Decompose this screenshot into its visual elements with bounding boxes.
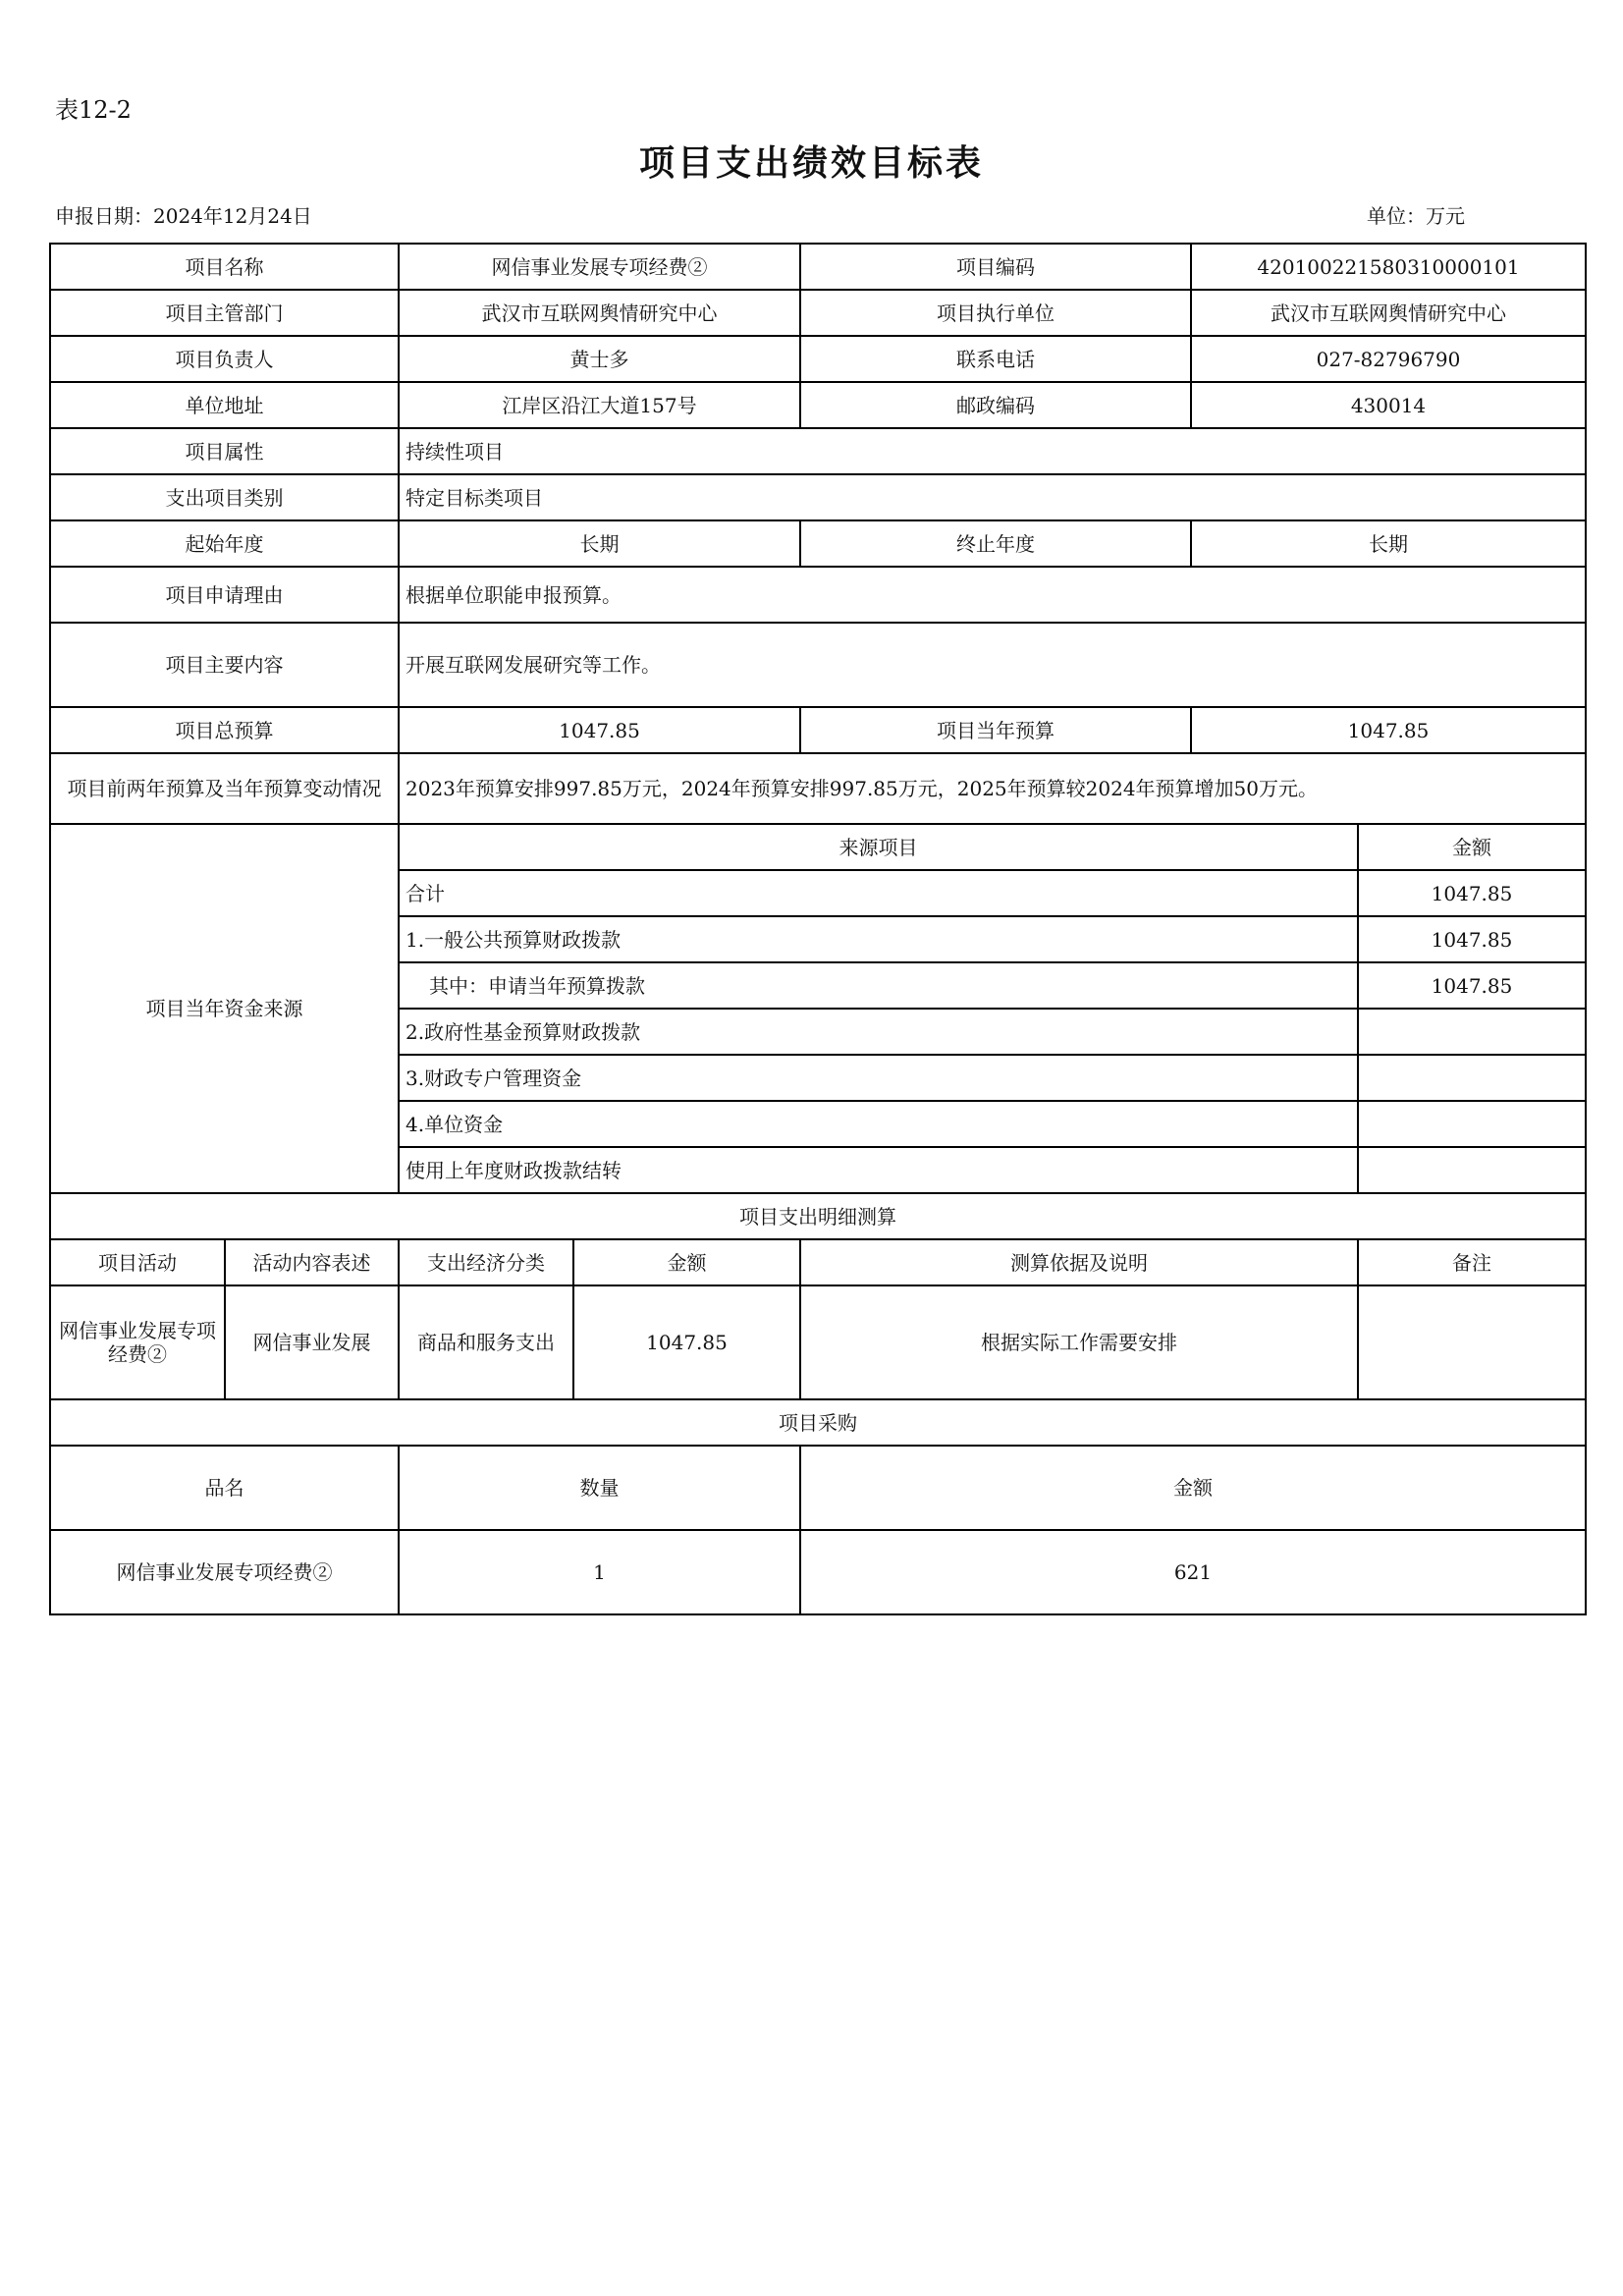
funding-row-name: 合计	[399, 870, 1358, 916]
detail-desc: 网信事业发展	[225, 1285, 399, 1399]
detail-header-amount: 金额	[573, 1239, 800, 1285]
dept-label: 项目主管部门	[50, 290, 399, 336]
category-label: 支出项目类别	[50, 474, 399, 520]
leader-value: 黄士多	[399, 336, 800, 382]
total-budget-label: 项目总预算	[50, 707, 399, 753]
category-value: 特定目标类项目	[399, 474, 1586, 520]
funding-row-name: 3.财政专户管理资金	[399, 1055, 1358, 1101]
reason-value: 根据单位职能申报预算。	[399, 567, 1586, 623]
project-name-value: 网信事业发展专项经费②	[399, 244, 800, 290]
detail-econ: 商品和服务支出	[399, 1285, 573, 1399]
total-budget-value: 1047.85	[399, 707, 800, 753]
funding-row-amount: 1047.85	[1358, 870, 1586, 916]
dept-value: 武汉市互联网舆情研究中心	[399, 290, 800, 336]
funding-source-label: 项目当年资金来源	[50, 824, 399, 1193]
detail-header-basis: 测算依据及说明	[800, 1239, 1358, 1285]
funding-row-amount: 1047.85	[1358, 916, 1586, 962]
end-year-value: 长期	[1191, 520, 1586, 567]
funding-row-amount	[1358, 1101, 1586, 1147]
detail-header-note: 备注	[1358, 1239, 1586, 1285]
funding-row-name: 4.单位资金	[399, 1101, 1358, 1147]
procurement-item-qty: 1	[399, 1530, 800, 1614]
unit-label: 单位：万元	[1367, 204, 1465, 228]
detail-section-title: 项目支出明细测算	[50, 1193, 1586, 1239]
attr-value: 持续性项目	[399, 428, 1586, 474]
postcode-value: 430014	[1191, 382, 1586, 428]
budget-change-label: 项目前两年预算及当年预算变动情况	[50, 753, 399, 824]
report-date: 申报日期：2024年12月24日	[55, 204, 312, 228]
end-year-label: 终止年度	[800, 520, 1191, 567]
funding-row-name: 2.政府性基金预算财政拨款	[399, 1009, 1358, 1055]
attr-label: 项目属性	[50, 428, 399, 474]
procurement-header-amount: 金额	[800, 1446, 1586, 1530]
leader-label: 项目负责人	[50, 336, 399, 382]
content-label: 项目主要内容	[50, 623, 399, 707]
detail-header-desc: 活动内容表述	[225, 1239, 399, 1285]
start-year-value: 长期	[399, 520, 800, 567]
exec-unit-value: 武汉市互联网舆情研究中心	[1191, 290, 1586, 336]
postcode-label: 邮政编码	[800, 382, 1191, 428]
detail-header-econ: 支出经济分类	[399, 1239, 573, 1285]
funding-row-name: 使用上年度财政拨款结转	[399, 1147, 1358, 1193]
content-value: 开展互联网发展研究等工作。	[399, 623, 1586, 707]
funding-row-amount	[1358, 1147, 1586, 1193]
phone-value: 027-82796790	[1191, 336, 1586, 382]
reason-label: 项目申请理由	[50, 567, 399, 623]
performance-target-table	[49, 243, 1587, 1615]
detail-header-activity: 项目活动	[50, 1239, 225, 1285]
detail-amount: 1047.85	[573, 1285, 800, 1399]
project-name-label: 项目名称	[50, 244, 399, 290]
table-number: 表12-2	[55, 96, 132, 124]
detail-basis: 根据实际工作需要安排	[800, 1285, 1358, 1399]
exec-unit-label: 项目执行单位	[800, 290, 1191, 336]
detail-note	[1358, 1285, 1586, 1399]
budget-change-value: 2023年预算安排997.85万元，2024年预算安排997.85万元，2025年预算较2024年预算增加50万元。	[399, 753, 1586, 824]
procurement-item-name: 网信事业发展专项经费②	[50, 1530, 399, 1614]
funding-row-name: 其中：申请当年预算拨款	[399, 962, 1358, 1009]
address-label: 单位地址	[50, 382, 399, 428]
funding-row-amount	[1358, 1055, 1586, 1101]
funding-row-name: 1.一般公共预算财政拨款	[399, 916, 1358, 962]
procurement-section-title: 项目采购	[50, 1399, 1586, 1446]
source-amount-header: 金额	[1358, 824, 1586, 870]
funding-row-amount	[1358, 1009, 1586, 1055]
year-budget-value: 1047.85	[1191, 707, 1586, 753]
start-year-label: 起始年度	[50, 520, 399, 567]
address-value: 江岸区沿江大道157号	[399, 382, 800, 428]
document-title: 项目支出绩效目标表	[638, 142, 984, 184]
funding-row-amount: 1047.85	[1358, 962, 1586, 1009]
procurement-item-amount: 621	[800, 1530, 1586, 1614]
year-budget-label: 项目当年预算	[800, 707, 1191, 753]
phone-label: 联系电话	[800, 336, 1191, 382]
project-code-label: 项目编码	[800, 244, 1191, 290]
procurement-header-qty: 数量	[399, 1446, 800, 1530]
procurement-header-name: 品名	[50, 1446, 399, 1530]
detail-activity: 网信事业发展专项经费②	[50, 1285, 225, 1399]
project-code-value: 420100221580310000101	[1191, 244, 1586, 290]
source-header: 来源项目	[399, 824, 1358, 870]
